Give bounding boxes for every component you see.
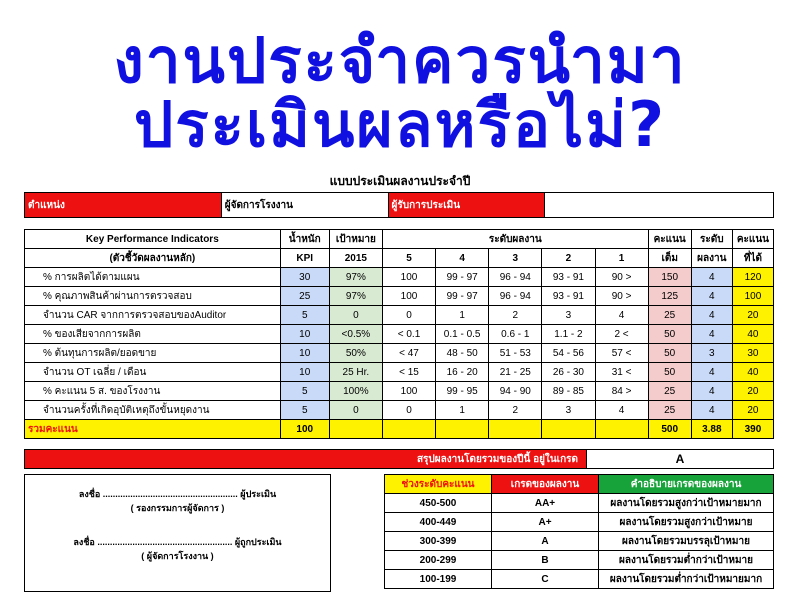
- grade-row: [385, 570, 774, 589]
- assessor-role: ( รองกรรมการผู้จัดการ ): [130, 503, 225, 513]
- kpi-full-score: 25: [648, 382, 691, 401]
- kpi-full-score: 150: [648, 268, 691, 287]
- total-blank: [489, 420, 542, 439]
- kpi-target: 25 Hr.: [329, 363, 382, 382]
- kpi-level-2: 3: [542, 306, 595, 325]
- kpi-level-4: 16 - 20: [436, 363, 489, 382]
- kpi-row: [25, 325, 774, 344]
- grade-header-desc: คำอธิบายเกรดของผลงาน: [599, 475, 774, 494]
- kpi-level: 4: [691, 306, 732, 325]
- kpi-target: 0: [329, 306, 382, 325]
- signature-box: [24, 474, 331, 592]
- grade-value: A: [492, 532, 599, 551]
- kpi-score: 30: [732, 344, 773, 363]
- target-subheader: 2015: [329, 249, 382, 268]
- kpi-level-3: 0.6 - 1: [489, 325, 542, 344]
- total-score: 390: [732, 420, 773, 439]
- kpi-level: 4: [691, 363, 732, 382]
- kpi-level-3: 96 - 94: [489, 268, 542, 287]
- kpi-table: [24, 229, 774, 439]
- kpi-level-3: 2: [489, 401, 542, 420]
- kpi-name: % ต้นทุนการผลิต/ยอดขาย: [25, 344, 281, 363]
- kpi-row: [25, 401, 774, 420]
- score-header: คะแนน: [732, 230, 773, 249]
- kpi-level-4: 48 - 50: [436, 344, 489, 363]
- position-table: [24, 192, 774, 218]
- grade-table: [384, 474, 774, 589]
- kpi-rows: [25, 268, 774, 420]
- total-blank: [542, 420, 595, 439]
- kpi-name: % คะแนน 5 ส. ของโรงงาน: [25, 382, 281, 401]
- kpi-level-3: 96 - 94: [489, 287, 542, 306]
- kpi-name: จำนวน CAR จากการตรวจสอบของAuditor: [25, 306, 281, 325]
- kpi-level-2: 93 - 91: [542, 268, 595, 287]
- grade-range: 300-399: [385, 532, 492, 551]
- headline-line-1: งานประจำควรนำมา: [113, 24, 687, 97]
- kpi-row: [25, 306, 774, 325]
- kpi-level-1: 4: [595, 306, 648, 325]
- total-blank: [436, 420, 489, 439]
- grade-value: AA+: [492, 494, 599, 513]
- grade-description: ผลงานโดยรวมบรรลุเป้าหมาย: [599, 532, 774, 551]
- grade-rows: [385, 494, 774, 589]
- kpi-level: 4: [691, 268, 732, 287]
- kpi-name: จำนวนครั้งที่เกิดอุบัติเหตุถึงขั้นหยุดงาน: [25, 401, 281, 420]
- grade-description: ผลงานโดยรวมต่ำกว่าเป้าหมาย: [599, 551, 774, 570]
- full-score-header: คะแนน: [648, 230, 691, 249]
- kpi-level-5: < 15: [382, 363, 435, 382]
- kpi-full-score: 50: [648, 363, 691, 382]
- kpi-weight: 5: [280, 306, 329, 325]
- grade-value: C: [492, 570, 599, 589]
- kpi-header-subtitle: (ตัวชี้วัดผลงานหลัก): [25, 249, 281, 268]
- target-header: เป้าหมาย: [329, 230, 382, 249]
- kpi-level-3: 2: [489, 306, 542, 325]
- kpi-row: [25, 363, 774, 382]
- kpi-name: % การผลิตได้ตามแผน: [25, 268, 281, 287]
- kpi-level-2: 54 - 56: [542, 344, 595, 363]
- kpi-weight: 30: [280, 268, 329, 287]
- total-blank: [595, 420, 648, 439]
- kpi-level-5: 100: [382, 382, 435, 401]
- grade-row: [385, 532, 774, 551]
- grade-description: ผลงานโดยรวมสูงกว่าเป้าหมายมาก: [599, 494, 774, 513]
- kpi-weight: 25: [280, 287, 329, 306]
- kpi-level-4: 99 - 97: [436, 268, 489, 287]
- kpi-target: 0: [329, 401, 382, 420]
- kpi-level-5: < 0.1: [382, 325, 435, 344]
- assessee-signature-line: ลงชื่อ ...................................................... ผู้ถูกประเมิน: [73, 537, 282, 547]
- kpi-level-2: 89 - 85: [542, 382, 595, 401]
- kpi-level-4: 99 - 97: [436, 287, 489, 306]
- kpi-full-score: 25: [648, 306, 691, 325]
- position-label: ตำแหน่ง: [25, 193, 222, 218]
- kpi-full-score: 50: [648, 344, 691, 363]
- kpi-level-3: 51 - 53: [489, 344, 542, 363]
- kpi-header-title: Key Performance Indicators: [25, 230, 281, 249]
- kpi-name: % ของเสียจากการผลิต: [25, 325, 281, 344]
- kpi-score: 100: [732, 287, 773, 306]
- kpi-score: 20: [732, 382, 773, 401]
- kpi-level-5: 100: [382, 287, 435, 306]
- level-4-header: 4: [436, 249, 489, 268]
- kpi-target: 100%: [329, 382, 382, 401]
- kpi-target: 97%: [329, 268, 382, 287]
- kpi-row: [25, 287, 774, 306]
- weight-header: น้ำหนัก: [280, 230, 329, 249]
- kpi-level-5: < 47: [382, 344, 435, 363]
- level-subheader: ผลงาน: [691, 249, 732, 268]
- kpi-level-3: 94 - 90: [489, 382, 542, 401]
- kpi-level-5: 100: [382, 268, 435, 287]
- grade-range: 450-500: [385, 494, 492, 513]
- kpi-full-score: 25: [648, 401, 691, 420]
- summary-grade: A: [587, 450, 774, 469]
- kpi-weight: 5: [280, 401, 329, 420]
- grade-value: B: [492, 551, 599, 570]
- kpi-row: [25, 268, 774, 287]
- kpi-level: 4: [691, 325, 732, 344]
- kpi-level-1: 57 <: [595, 344, 648, 363]
- grade-row: [385, 494, 774, 513]
- kpi-level-1: 84 >: [595, 382, 648, 401]
- kpi-level: 3: [691, 344, 732, 363]
- grade-row: [385, 551, 774, 570]
- assessee-role: ( ผู้จัดการโรงงาน ): [141, 551, 214, 561]
- summary-label: สรุปผลงานโดยรวมของปีนี้ อยู่ในเกรด: [25, 450, 587, 469]
- kpi-name: % คุณภาพสินค้าผ่านการตรวจสอบ: [25, 287, 281, 306]
- kpi-target: <0.5%: [329, 325, 382, 344]
- kpi-level-2: 26 - 30: [542, 363, 595, 382]
- kpi-level-2: 93 - 91: [542, 287, 595, 306]
- grade-header-range: ช่วงระดับคะแนน: [385, 475, 492, 494]
- assessor-signature-line: ลงชื่อ ...................................................... ผู้ประเมิน: [78, 489, 277, 499]
- kpi-level-1: 90 >: [595, 287, 648, 306]
- kpi-level: 4: [691, 401, 732, 420]
- kpi-weight: 5: [280, 382, 329, 401]
- kpi-level: 4: [691, 287, 732, 306]
- level-header: ระดับ: [691, 230, 732, 249]
- kpi-level-3: 21 - 25: [489, 363, 542, 382]
- kpi-level-2: 3: [542, 401, 595, 420]
- kpi-row: [25, 382, 774, 401]
- grade-value: A+: [492, 513, 599, 532]
- kpi-score: 20: [732, 401, 773, 420]
- grade-range: 100-199: [385, 570, 492, 589]
- kpi-full-score: 50: [648, 325, 691, 344]
- grade-header-grade: เกรดของผลงาน: [492, 475, 599, 494]
- kpi-level-1: 2 <: [595, 325, 648, 344]
- grade-description: ผลงานโดยรวมสูงกว่าเป้าหมาย: [599, 513, 774, 532]
- kpi-level-4: 1: [436, 306, 489, 325]
- summary-table: [24, 449, 774, 469]
- assessee-label: ผู้รับการประเมิน: [388, 193, 545, 218]
- level-2-header: 2: [542, 249, 595, 268]
- total-level: 3.88: [691, 420, 732, 439]
- grade-description: ผลงานโดยรวมต่ำกว่าเป้าหมายมาก: [599, 570, 774, 589]
- grade-range: 200-299: [385, 551, 492, 570]
- kpi-score: 20: [732, 306, 773, 325]
- kpi-target: 97%: [329, 287, 382, 306]
- kpi-name: จำนวน OT เฉลี่ย / เดือน: [25, 363, 281, 382]
- level-3-header: 3: [489, 249, 542, 268]
- kpi-level-1: 31 <: [595, 363, 648, 382]
- kpi-level-1: 4: [595, 401, 648, 420]
- total-blank: [382, 420, 435, 439]
- kpi-level-5: 0: [382, 401, 435, 420]
- kpi-level-1: 90 >: [595, 268, 648, 287]
- score-subheader: ที่ได้: [732, 249, 773, 268]
- kpi-score: 120: [732, 268, 773, 287]
- kpi-level-5: 0: [382, 306, 435, 325]
- levels-header: ระดับผลงาน: [382, 230, 648, 249]
- form-title: แบบประเมินผลงานประจำปี: [329, 174, 471, 188]
- full-score-subheader: เต็ม: [648, 249, 691, 268]
- kpi-weight: 10: [280, 363, 329, 382]
- grade-range: 400-449: [385, 513, 492, 532]
- assessee-value[interactable]: [545, 193, 774, 218]
- level-5-header: 5: [382, 249, 435, 268]
- headline-line-2: ประเมินผลหรือไม่?: [133, 88, 667, 161]
- level-1-header: 1: [595, 249, 648, 268]
- kpi-level-4: 0.1 - 0.5: [436, 325, 489, 344]
- kpi-level-2: 1.1 - 2: [542, 325, 595, 344]
- total-weight: 100: [280, 420, 329, 439]
- kpi-full-score: 125: [648, 287, 691, 306]
- kpi-weight: 10: [280, 325, 329, 344]
- total-full-score: 500: [648, 420, 691, 439]
- total-label: รวมคะแนน: [25, 420, 281, 439]
- kpi-score: 40: [732, 363, 773, 382]
- total-blank: [329, 420, 382, 439]
- grade-row: [385, 513, 774, 532]
- weight-subheader: KPI: [280, 249, 329, 268]
- kpi-target: 50%: [329, 344, 382, 363]
- kpi-weight: 10: [280, 344, 329, 363]
- position-value: ผู้จัดการโรงงาน: [221, 193, 388, 218]
- kpi-row: [25, 344, 774, 363]
- kpi-level: 4: [691, 382, 732, 401]
- kpi-score: 40: [732, 325, 773, 344]
- kpi-level-4: 1: [436, 401, 489, 420]
- kpi-level-4: 99 - 95: [436, 382, 489, 401]
